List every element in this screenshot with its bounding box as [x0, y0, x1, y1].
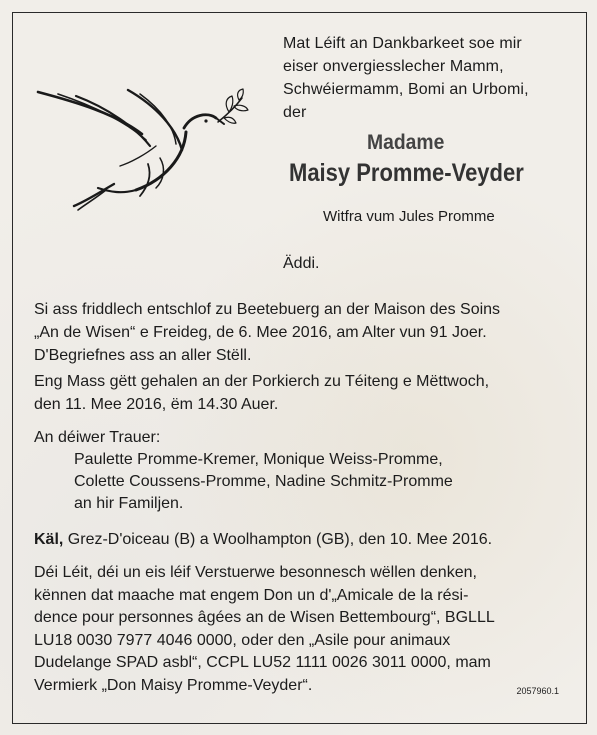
intro-line: Schwéiermamm, Bomi an Urbomi, [283, 81, 529, 98]
mass-line: den 11. Mee 2016, ëm 14.30 Auer. [34, 396, 279, 413]
donation-line: LU18 0030 7977 4046 0000, oder den „Asile pour animaux [34, 631, 451, 649]
place-rest: Grez-D'oiceau (B) a Woolhampton (GB), den 10. Mee 2016. [63, 531, 493, 548]
intro-line: Mat Léift an Dankbarkeet soe mir [283, 35, 522, 52]
intro-line: eiser onvergiesslecher Mamm, [283, 58, 504, 75]
place-label: Käl, [34, 531, 64, 548]
donation-line: Déi Léit, déi un eis léif Verstuerwe besonnesch wëllen denken, [34, 564, 477, 581]
dove-with-olive-branch-icon [36, 88, 251, 213]
death-notice-line: „An de Wisen“ e Freideg, de 6. Mee 2016, am Alter vun 91 Joer. [34, 324, 487, 341]
donation-line: kënnen dat maache mat engem Don un d'„Amicale de la rési- [34, 586, 469, 604]
donation-line: Dudelange SPAD asbl“, CCPL LU52 1111 0026 3011 0000, mam [34, 654, 491, 671]
donation-line: Vermierk „Don Maisy Promme-Veyder“. [34, 676, 313, 694]
death-notice [34, 298, 574, 344]
mourner-line: an hir Familjen. [74, 495, 184, 512]
deceased-name: Maisy Promme-Veyder [289, 159, 524, 187]
mourner-line: Paulette Promme-Kremer, Monique Weiss-Promme, [74, 451, 443, 468]
reference-number: 2057960.1 [516, 686, 559, 696]
death-notice-line: Si ass friddlech entschlof zu Beetebuerg an der Maison des Soins [34, 301, 501, 318]
mourner-line: Colette Coussens-Promme, Nadine Schmitz-Promme [74, 473, 453, 490]
intro-text [283, 32, 573, 124]
mass-notice [34, 370, 574, 416]
mass-line: Eng Mass gëtt gehalen an der Porkierch zu Téiteng e Mëttwoch, [34, 373, 490, 390]
title: Madame [367, 131, 445, 154]
farewell: Äddi. [283, 255, 320, 272]
mourners-list [74, 449, 453, 515]
place-date-line [34, 531, 492, 549]
widow-line: Witfra vum Jules Promme [323, 208, 495, 225]
intro-line: der [283, 104, 307, 121]
burial-line: D'Begriefnes ass an aller Stëll. [34, 347, 252, 364]
donation-notice [34, 562, 574, 697]
mourning-heading: An déiwer Trauer: [34, 429, 161, 446]
donation-line: dence pour personnes âgées an de Wisen Bettembourg“, BGLLL [34, 609, 495, 626]
